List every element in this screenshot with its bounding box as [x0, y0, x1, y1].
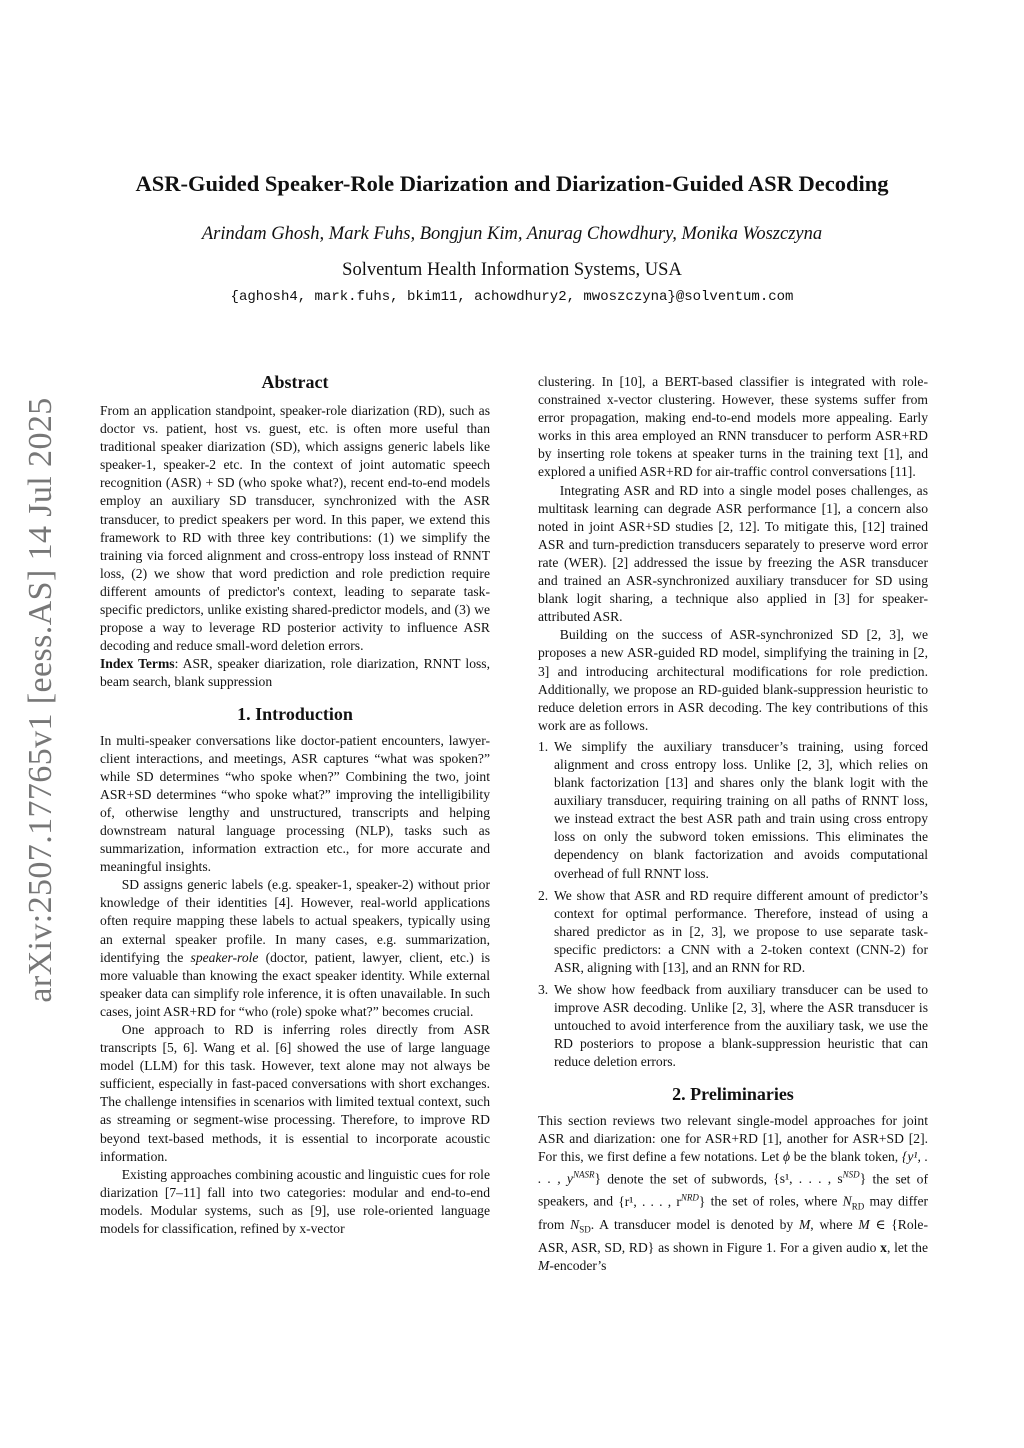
prelim-text: ∈ {Role-ASR, ASR, SD, RD} as shown in Figure 1. For a given audio: [538, 1216, 928, 1255]
contributions-list: [538, 738, 928, 1072]
speaker-set-sup: NSD: [842, 1169, 860, 1180]
x-symbol: x: [880, 1239, 887, 1255]
intro-paragraph-1: In multi-speaker conversations like doctor-patient encounters, lawyer-client interactions, and meetings, ASR captures “what was spoken?” while SD determines “who spoke when?” Combining the two, joint ASR+SD determines “who spoke what?” improving the intelligibility of, otherwise lengthy and unstructured, transcripts and helping downstream natural language processing (NLP), tasks such as summarization, information extraction etc., for more accurate and meaningful insights.: [100, 732, 490, 875]
index-terms: [100, 655, 490, 691]
m-symbol: M: [858, 1216, 870, 1232]
m-symbol: M: [538, 1257, 550, 1273]
affiliation: Solventum Health Information Systems, USA: [342, 260, 682, 280]
prelim-text: be the blank token,: [790, 1148, 902, 1164]
prelim-text: the set of roles, where: [705, 1194, 843, 1209]
index-terms-label: Index Terms: [100, 656, 175, 672]
introduction-heading: 1. Introduction: [237, 703, 353, 724]
phi-symbol: ϕ: [782, 1148, 791, 1164]
intro-paragraph-2-part-2: (doctor, patient, lawyer, client, etc.) is more valuable than knowing the exact speaker identity. While external speaker data can simplify role inference, it is often unavailable. In such cases, joint ASR+RD for “who (role) spoke what?” becomes crucial.: [100, 949, 491, 1019]
speaker-role-emphasis: speaker-role: [190, 949, 259, 965]
arxiv-sidebar: [17, 397, 65, 1003]
intro-paragraph-2-part-1: SD assigns generic labels (e.g. speaker-1, speaker-2) without prior knowledge of their identities [4]. However, real-world applications often require mapping these labels to actual speakers, typically using an external speaker profile. In many cases, e.g. summarization, identifying the: [100, 877, 490, 965]
intro-paragraph-4-continued: clustering. In [10], a BERT-based classifier is integrated with role-constrained x-vector clustering. However, these systems suffer from error propagation, making end-to-end models more appealing. Early works in this area employed an RNN transducer to perform ASR+RD by inserting role tokens at speaker turns in the training text [1], and explored a unified ASR+RD for air-traffic control conversations [11].: [538, 374, 928, 480]
left-column: [100, 370, 490, 1238]
prelim-text: This section reviews two relevant single-model approaches for joint ASR and diarization: one for ASR+RD [1], another for ASR+SD [2]. For this, we first define a few notations. Let: [538, 1112, 928, 1164]
n-sd-symbol: N: [570, 1216, 580, 1232]
subword-set-close: }: [594, 1171, 601, 1187]
subword-set-base: {y¹, . . . , y: [538, 1148, 928, 1187]
list-item-text: We show how feedback from auxiliary transducer can be used to improve ASR decoding. Unlike [2, 3], where the ASR transducer is untouched to avoid interference from the auxiliary task, we use the RD posteriors to propose a blank-suppression heuristic that can reduce deletion errors.: [554, 982, 928, 1070]
list-item-number: 2.: [538, 887, 549, 903]
author-emails: {aghosh4, mark.fuhs, bkim11, achowdhury2, mwoszczyna}@solventum.com: [230, 289, 794, 305]
intro-paragraph-5: Integrating ASR and RD into a single model poses challenges, as multitask learning can degrade ASR performance [1], a concern also noted in joint ASR+SD studies [2, 12]. To mitigate this, [12] trained ASR and turn-prediction transducers separately to preserve word error rate (WER). [2] addressed the issue by freezing the ASR transducer and trained an ASR-synchronized auxiliary transducer for SD using blank logit sharing, a technique also applied in [3] for speaker-attributed ASR.: [538, 482, 928, 625]
role-set: [618, 1194, 705, 1209]
n-sd-sub: SD: [579, 1224, 591, 1235]
speaker-set: [773, 1171, 866, 1186]
list-item-text: We show that ASR and RD require different amount of predictor’s context for optimal performance. Therefore, instead of using a shared predictor as in [2, 3], we propose to use separate task-specific predictors: a CNN with a 2-token context (CNN-2) for ASR, aligning with [13], and an RNN for RD.: [554, 887, 928, 975]
intro-paragraph-3: One approach to RD is inferring roles directly from ASR transcripts [5, 6]. Wang et al. [6] showed the use of large language model (LLM) for this task. However, text alone may not always be sufficient, especially in fast-paced conversations with short exchanges. The challenge intensifies in scenarios with limited textual context, such as streaming or segment-wise processing. Therefore, to improve RD beyond text-based methods, it is essential to incorporate acoustic information.: [100, 1022, 490, 1164]
n-rd-sub: RD: [851, 1201, 865, 1212]
list-item: [538, 887, 928, 977]
prelim-text: . A transducer model is denoted by: [590, 1216, 799, 1232]
index-terms-list: : ASR, speaker diarization, role diarization, RNNT loss, beam search, blank suppression: [100, 656, 490, 690]
prelim-text: may differ from: [538, 1194, 929, 1232]
prelim-text: , let the: [886, 1239, 929, 1255]
abstract-text: From an application standpoint, speaker-role diarization (RD), such as doctor vs. patient, host vs. guest, etc. is often more useful than traditional speaker diarization (SD), which assigns generic labels like speaker-1, speaker-2 etc. In the context of joint automatic speech recognition (ASR) + SD (who spoke what?), recent end-to-end models employ an auxiliary SD transducer, synchronized with the ASR transducer, to predict speakers per word. In this paper, we extend this framework to RD with three key contributions: (1) we simplify the training via forced alignment and cross-entropy loss instead of RNNT loss, (2) we show that word prediction and role prediction require different amounts of predictor's context, leading to separate task-specific predictors, unlike existing shared-predictor models, and (3) we propose a way to leverage RD posterior activity to influence ASR decoding and reduce small-word deletion errors.: [100, 403, 490, 654]
n-rd-symbol: N: [842, 1194, 852, 1209]
intro-paragraph-6: Building on the success of ASR-synchronized SD [2, 3], we proposes a new ASR-guided RD model, simplifying the training in [2, 3] and introducing architectural modifications for role prediction. Additionally, we propose an RD-guided blank-suppression heuristic to reduce deletion errors in ASR decoding. The key contributions of this work are as follows.: [538, 627, 928, 733]
list-item: [538, 981, 928, 1071]
list-item-number: 1.: [538, 738, 549, 754]
prelim-text: , where: [810, 1216, 859, 1232]
role-set-close: }: [698, 1194, 706, 1209]
paper-title: ASR-Guided Speaker-Role Diarization and Diarization-Guided ASR Decoding: [135, 171, 889, 196]
preliminaries-heading: 2. Preliminaries: [672, 1083, 794, 1104]
speaker-set-close: }: [859, 1171, 867, 1187]
m-symbol: M: [798, 1216, 811, 1232]
arxiv-identifier[interactable]: arXiv:2507.17765v1 [eess.AS] 14 Jul 2025: [22, 397, 59, 1003]
prelim-text: -encoder’s: [549, 1257, 607, 1273]
subword-set-sup: NASR: [572, 1169, 595, 1180]
role-set-sup: NRD: [680, 1192, 699, 1203]
intro-paragraph-4: Existing approaches combining acoustic and linguistic cues for role diarization [7–11] fall into two categories: modular and end-to-end models. Modular systems, such as [9], use role-oriented language models for classification, refined by x-vector: [100, 1166, 490, 1237]
abstract-heading: Abstract: [261, 372, 329, 392]
prelim-text: the set of speakers, and: [538, 1171, 928, 1209]
author-list: Arindam Ghosh, Mark Fuhs, Bongjun Kim, Anurag Chowdhury, Monika Woszczyna: [201, 224, 823, 244]
right-column: [538, 373, 928, 1275]
list-item-number: 3.: [538, 982, 549, 998]
speaker-set-base: {s¹, . . . , s: [773, 1171, 843, 1187]
intro-paragraph-2: [100, 876, 490, 1021]
list-item-text: We simplify the auxiliary transducer’s training, using forced alignment and cross entropy loss. Unlike [2, 3], which relies on blank factorization [13] and shares only the blank logit with the auxiliary transducer, requiring training on all paths of RNNT loss, we instead extract the best ASR path and train using cross entropy loss on only the subword token emissions. This eliminates the dependency on blank factorization and avoids computational overhead of full RNNT loss.: [554, 738, 928, 881]
preliminaries-paragraph: [538, 1112, 928, 1275]
list-item: [538, 738, 928, 883]
role-set-base: {r¹, . . . , r: [618, 1194, 681, 1209]
prelim-text: denote the set of subwords,: [601, 1171, 774, 1187]
